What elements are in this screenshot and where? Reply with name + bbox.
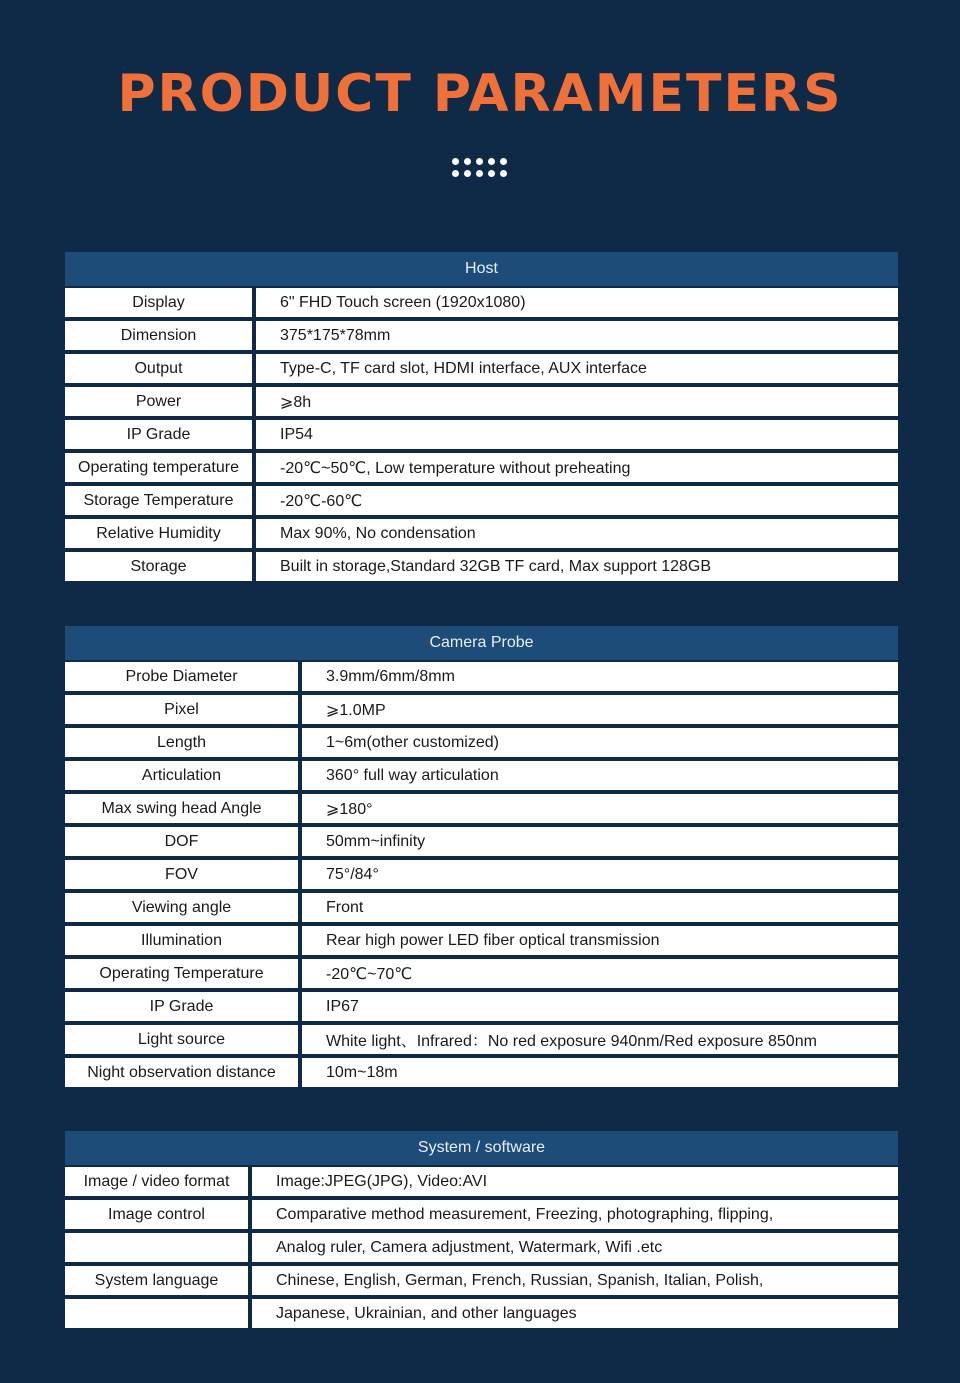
- camera-param-value: -20℃~70℃: [302, 959, 898, 988]
- camera-param-label: Articulation: [65, 761, 298, 790]
- table-row: [65, 352, 898, 385]
- camera-param-value: ⩾1.0MP: [302, 695, 898, 724]
- camera-param-value: IP67: [302, 992, 898, 1021]
- host-section-header: Host: [65, 252, 898, 286]
- table-row: [65, 825, 898, 858]
- table-row: [65, 1231, 898, 1264]
- camera-param-label: DOF: [65, 827, 298, 856]
- camera-param-value: White light、Infrared：No red exposure 940nm/Red exposure 850nm: [302, 1025, 898, 1054]
- system-param-value: Chinese, English, German, French, Russian, Spanish, Italian, Polish,: [252, 1266, 898, 1295]
- host-param-value: ⩾8h: [256, 387, 898, 416]
- host-param-label: Storage: [65, 552, 252, 581]
- table-row: [65, 385, 898, 418]
- decorative-dots-icon: [452, 158, 508, 178]
- host-param-value: -20℃-60℃: [256, 486, 898, 515]
- table-row: [65, 1165, 898, 1198]
- host-param-label: Output: [65, 354, 252, 383]
- host-param-value: Max 90%, No condensation: [256, 519, 898, 548]
- table-row: [65, 693, 898, 726]
- host-param-value: IP54: [256, 420, 898, 449]
- system-param-label: Image / video format: [65, 1167, 248, 1196]
- table-row: [65, 759, 898, 792]
- camera-param-label: Light source: [65, 1025, 298, 1054]
- table-row: [65, 726, 898, 759]
- table-row: [65, 990, 898, 1023]
- system-param-value: Japanese, Ukrainian, and other languages: [252, 1299, 898, 1328]
- table-row: [65, 319, 898, 352]
- host-param-value: 6" FHD Touch screen (1920x1080): [256, 288, 898, 317]
- host-param-label: Power: [65, 387, 252, 416]
- system-param-value: Image:JPEG(JPG), Video:AVI: [252, 1167, 898, 1196]
- system-param-label: [65, 1233, 248, 1262]
- host-param-label: Relative Humidity: [65, 519, 252, 548]
- camera-param-value: ⩾180°: [302, 794, 898, 823]
- host-param-value: -20℃~50℃, Low temperature without preheating: [256, 453, 898, 482]
- host-param-label: Dimension: [65, 321, 252, 350]
- table-row: [65, 286, 898, 319]
- system-param-label: [65, 1299, 248, 1328]
- system-param-label: Image control: [65, 1200, 248, 1229]
- camera-param-label: Length: [65, 728, 298, 757]
- camera-param-value: 3.9mm/6mm/8mm: [302, 662, 898, 691]
- camera-param-value: 10m~18m: [302, 1058, 898, 1087]
- table-row: [65, 484, 898, 517]
- camera-param-value: Front: [302, 893, 898, 922]
- system-software-parameters-table: [65, 1131, 898, 1330]
- host-param-label: Storage Temperature: [65, 486, 252, 515]
- host-param-value: Built in storage,Standard 32GB TF card, Max support 128GB: [256, 552, 898, 581]
- table-row: [65, 1056, 898, 1089]
- camera-param-value: 360° full way articulation: [302, 761, 898, 790]
- camera-param-label: Night observation distance: [65, 1058, 298, 1087]
- table-row: [65, 550, 898, 583]
- camera-param-label: Probe Diameter: [65, 662, 298, 691]
- table-row: [65, 924, 898, 957]
- system-param-label: System language: [65, 1266, 248, 1295]
- table-row: [65, 517, 898, 550]
- host-param-label: Display: [65, 288, 252, 317]
- host-param-label: Operating temperature: [65, 453, 252, 482]
- camera-param-label: IP Grade: [65, 992, 298, 1021]
- camera-probe-parameters-table: [65, 626, 898, 1089]
- host-param-label: IP Grade: [65, 420, 252, 449]
- camera-param-label: Max swing head Angle: [65, 794, 298, 823]
- table-row: [65, 1198, 898, 1231]
- table-row: [65, 1297, 898, 1330]
- camera-param-label: Illumination: [65, 926, 298, 955]
- table-row: [65, 418, 898, 451]
- table-row: [65, 1023, 898, 1056]
- table-row: [65, 891, 898, 924]
- camera-param-value: 1~6m(other customized): [302, 728, 898, 757]
- camera-param-value: 75°/84°: [302, 860, 898, 889]
- camera-param-label: FOV: [65, 860, 298, 889]
- host-param-value: Type-C, TF card slot, HDMI interface, AUX interface: [256, 354, 898, 383]
- host-parameters-table: [65, 252, 898, 583]
- camera-param-value: 50mm~infinity: [302, 827, 898, 856]
- system-param-value: Comparative method measurement, Freezing, photographing, flipping,: [252, 1200, 898, 1229]
- page-title: PRODUCT PARAMETERS: [117, 64, 843, 124]
- table-row: [65, 957, 898, 990]
- camera-param-label: Pixel: [65, 695, 298, 724]
- system-param-value: Analog ruler, Camera adjustment, Watermark, Wifi .etc: [252, 1233, 898, 1262]
- table-row: [65, 858, 898, 891]
- camera-param-label: Operating Temperature: [65, 959, 298, 988]
- camera-param-value: Rear high power LED fiber optical transmission: [302, 926, 898, 955]
- host-param-value: 375*175*78mm: [256, 321, 898, 350]
- system-software-section-header: System / software: [65, 1131, 898, 1165]
- table-row: [65, 1264, 898, 1297]
- camera-param-label: Viewing angle: [65, 893, 298, 922]
- camera-probe-section-header: Camera Probe: [65, 626, 898, 660]
- table-row: [65, 660, 898, 693]
- table-row: [65, 792, 898, 825]
- table-row: [65, 451, 898, 484]
